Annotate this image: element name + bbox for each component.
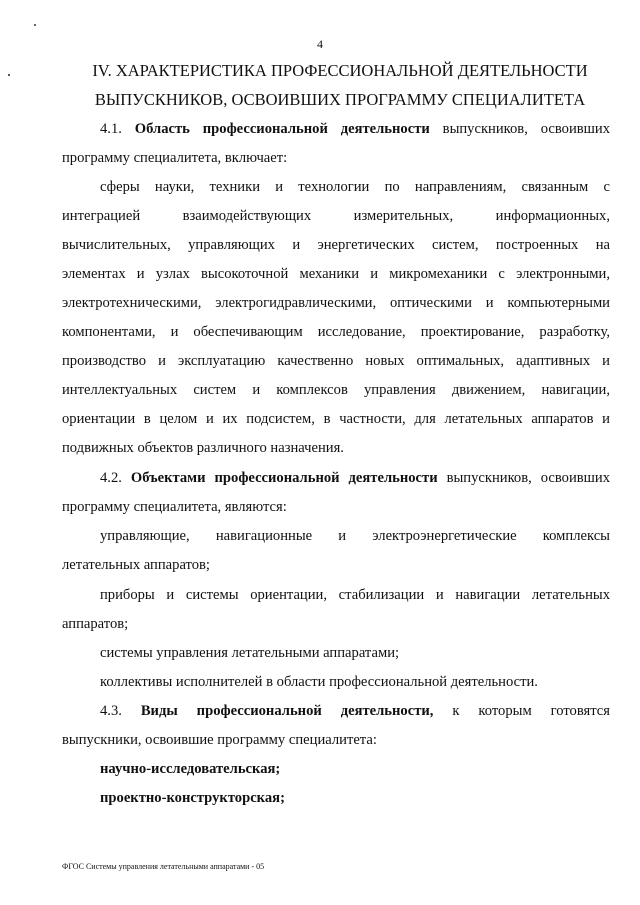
section-heading-rest: к которым готовятся [452, 703, 610, 719]
scan-speck [34, 24, 36, 26]
paragraph-line: подвижных объектов различного назначения. [62, 440, 344, 456]
section-number: 4.3. [100, 703, 122, 719]
section-heading-bold: Область профессиональной деятельности [134, 121, 430, 137]
scan-speck [8, 74, 10, 76]
section-4-1-intro: программу специалитета, включает: [62, 150, 288, 166]
section-4-2-intro: программу специалитета, являются: [62, 499, 287, 515]
section-4-2-heading-line [62, 464, 610, 493]
section-4-3-heading-line [62, 697, 610, 726]
paragraph-line: производство и эксплуатацию качественно новых оптимальных, адаптивных и [62, 353, 610, 369]
paragraph-line: вычислительных, управляющих и энергетических систем, построенных на [62, 237, 610, 253]
paragraph-line: сферы науки, техники и технологии по направлениям, связанным с [100, 179, 610, 195]
paragraph-line: интеграцией взаимодействующих измерительных, информационных, [62, 208, 610, 224]
activity-type-label: проектно-конструкторская; [100, 790, 285, 806]
paragraph-line: компонентами, и обеспечивающим исследование, проектирование, разработку, [62, 324, 610, 340]
section-heading-bold: Виды профессиональной деятельности, [140, 703, 434, 719]
list-item: приборы и системы ориентации, стабилизации и навигации летательных [100, 587, 610, 603]
section-title-line-1: IV. ХАРАКТЕРИСТИКА ПРОФЕССИОНАЛЬНОЙ ДЕЯТЕЛЬНОСТИ [92, 61, 588, 80]
paragraph-line: ориентации в целом и их подсистем, в частности, для летательных аппаратов и [62, 411, 610, 427]
list-item-continuation: аппаратов; [62, 616, 129, 632]
section-heading-rest: выпускников, освоивших [442, 121, 610, 137]
paragraph-line: электротехническими, электрогидравлическими, оптическими и компьютерными [62, 295, 610, 311]
section-4-3-intro: выпускники, освоившие программу специалитета: [62, 732, 377, 748]
list-item-continuation: летательных аппаратов; [62, 557, 210, 573]
section-title-line-2: ВЫПУСКНИКОВ, ОСВОИВШИХ ПРОГРАММУ СПЕЦИАЛИТЕТА [94, 90, 586, 109]
section-heading-rest: выпускников, освоивших [446, 470, 610, 486]
paragraph-line: интеллектуальных систем и комплексов управления движением, навигации, [62, 382, 610, 398]
list-item: управляющие, навигационные и электроэнергетические комплексы [100, 528, 610, 544]
list-item: системы управления летательными аппаратами; [100, 645, 400, 661]
paragraph-line: элементах и узлах высокоточной механики и микромеханики с электронными, [62, 266, 610, 282]
activity-type-item [62, 784, 610, 813]
activity-type-item [62, 755, 610, 784]
section-heading-bold: Объектами профессиональной деятельности [130, 470, 438, 486]
section-4-1-heading-line [62, 115, 610, 144]
section-number: 4.2. [100, 470, 122, 486]
section-number: 4.1. [100, 121, 122, 137]
page-footer: ФГОС Системы управления летательными аппаратами - 05 [62, 862, 265, 871]
activity-type-label: научно-исследовательская; [100, 761, 281, 777]
page-number: 4 [317, 37, 323, 51]
list-item: коллективы исполнителей в области профессиональной деятельности. [100, 674, 538, 690]
